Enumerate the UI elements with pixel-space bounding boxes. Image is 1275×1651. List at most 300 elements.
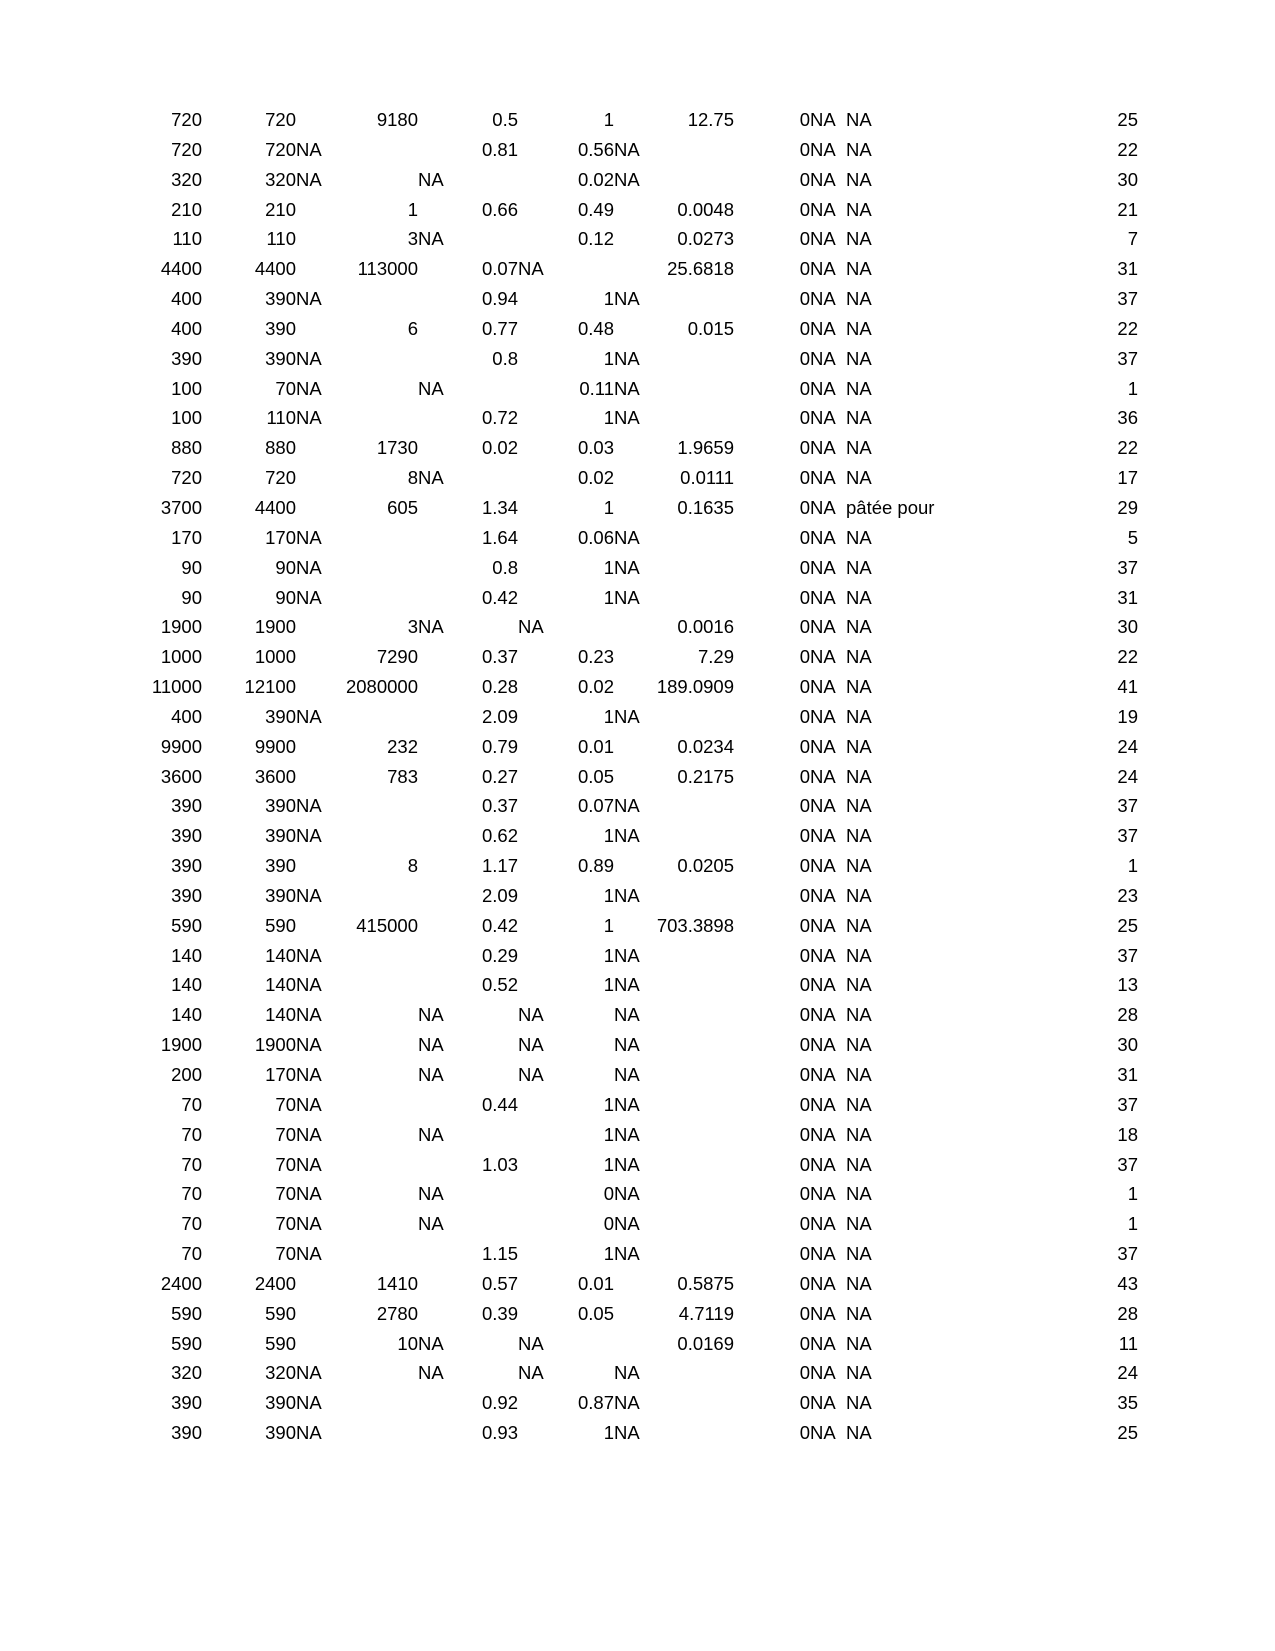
cell-c9: 1 — [1127, 1183, 1138, 1205]
cell-c4na — [518, 1269, 552, 1299]
cell-c4na — [518, 1090, 552, 1120]
table-row — [128, 1239, 1138, 1269]
cell-c7: 0 — [799, 1332, 810, 1354]
cell-c4: 0.79 — [481, 735, 518, 757]
table-row — [128, 344, 1138, 374]
cell-c7: 0 — [799, 526, 810, 548]
cell-c4na — [518, 1179, 552, 1209]
cell-c4: 0.92 — [481, 1392, 518, 1414]
cell-c7na: NA — [810, 884, 836, 906]
cell-c1na — [202, 1179, 232, 1209]
cell-c1: 140 — [171, 944, 202, 966]
cell-c6na — [734, 702, 768, 732]
cell-c2na — [296, 1329, 330, 1359]
cell-c7: 0 — [799, 1123, 810, 1145]
cell-c6: 0.0205 — [677, 855, 734, 877]
cell-c2na — [296, 911, 330, 941]
data-table — [128, 105, 1138, 1448]
cell-c2: 4400 — [254, 496, 296, 518]
cell-c4na — [518, 1299, 552, 1329]
cell-c9: 24 — [1117, 765, 1138, 787]
cell-c9: 25 — [1117, 914, 1138, 936]
cell-c6 — [648, 941, 734, 971]
cell-c7: 0 — [799, 974, 810, 996]
cell-c6na — [734, 1239, 768, 1269]
cell-c8: NA — [846, 1213, 872, 1235]
cell-c4 — [452, 1358, 518, 1388]
cell-c7na: NA — [810, 825, 836, 847]
cell-c4: 0.42 — [481, 586, 518, 608]
cell-c1: 210 — [171, 198, 202, 220]
cell-c7na: NA — [810, 526, 836, 548]
cell-c5na — [614, 224, 648, 254]
cell-c5na — [614, 1269, 648, 1299]
cell-c7: 0 — [799, 347, 810, 369]
cell-c3na: NA — [418, 1034, 444, 1056]
cell-c7: 0 — [799, 855, 810, 877]
cell-c4na — [518, 553, 552, 583]
table-row — [128, 374, 1138, 404]
cell-c6na — [734, 1000, 768, 1030]
cell-c7na: NA — [810, 1272, 836, 1294]
cell-c6na — [734, 1388, 768, 1418]
cell-c6na — [734, 254, 768, 284]
cell-c3 — [330, 1000, 418, 1030]
cell-c6 — [648, 1418, 734, 1448]
cell-c7na: NA — [810, 377, 836, 399]
cell-c3na — [418, 821, 452, 851]
cell-c1: 100 — [171, 407, 202, 429]
cell-c4: 1.03 — [481, 1153, 518, 1175]
cell-c6: 0.0234 — [677, 735, 734, 757]
cell-c9: 37 — [1117, 347, 1138, 369]
cell-c3 — [330, 1060, 418, 1090]
cell-c4: 0.81 — [481, 138, 518, 160]
cell-c5 — [552, 1030, 614, 1060]
table-row — [128, 642, 1138, 672]
cell-c7na: NA — [810, 258, 836, 280]
cell-c3na: NA — [418, 1064, 444, 1085]
cell-c2na: NA — [296, 586, 322, 608]
cell-c4na — [518, 851, 552, 881]
table-row — [128, 433, 1138, 463]
cell-c1: 400 — [171, 705, 202, 727]
cell-c5: 1 — [603, 914, 614, 936]
cell-c8: NA — [846, 1243, 872, 1265]
cell-c5: 1 — [603, 586, 614, 608]
cell-c1: 1900 — [160, 1034, 202, 1056]
cell-c2: 90 — [275, 556, 296, 578]
cell-c3na: NA — [418, 1332, 444, 1354]
cell-c3: 1 — [407, 198, 418, 220]
cell-c1: 720 — [171, 467, 202, 489]
cell-c6na — [734, 1060, 768, 1090]
cell-c3 — [330, 1120, 418, 1150]
cell-c6na — [734, 553, 768, 583]
cell-c2na — [296, 1299, 330, 1329]
cell-c4na — [518, 732, 552, 762]
cell-c6na — [734, 314, 768, 344]
cell-c1: 720 — [171, 109, 202, 130]
cell-c3na — [418, 732, 452, 762]
cell-c6: 1.9659 — [677, 437, 734, 459]
cell-c3na — [418, 762, 452, 792]
table-row — [128, 314, 1138, 344]
cell-c4 — [452, 463, 518, 493]
cell-c9: 31 — [1117, 586, 1138, 608]
cell-c6na — [734, 135, 768, 165]
cell-c8: NA — [846, 914, 872, 936]
table-row — [128, 1358, 1138, 1388]
cell-c4na — [518, 1120, 552, 1150]
cell-c4: 0.02 — [481, 437, 518, 459]
cell-c1: 3700 — [160, 496, 202, 518]
cell-c7na: NA — [810, 1153, 836, 1175]
cell-c3na — [418, 583, 452, 613]
cell-c2na: NA — [296, 1153, 322, 1175]
cell-c4na: NA — [518, 258, 544, 280]
cell-c6 — [648, 1239, 734, 1269]
cell-c3 — [330, 941, 418, 971]
cell-c1na — [202, 1060, 232, 1090]
cell-c8: NA — [846, 168, 872, 190]
cell-c9: 36 — [1117, 407, 1138, 429]
cell-c5: 1 — [603, 705, 614, 727]
cell-c1: 70 — [181, 1243, 202, 1265]
table-row — [128, 612, 1138, 642]
cell-c5: 0.01 — [577, 1272, 614, 1294]
table-row — [128, 1388, 1138, 1418]
cell-c6na — [734, 970, 768, 1000]
cell-c7: 0 — [799, 646, 810, 668]
cell-c2: 720 — [265, 109, 296, 130]
cell-c9: 18 — [1117, 1123, 1138, 1145]
cell-c1na — [202, 1269, 232, 1299]
table-row — [128, 523, 1138, 553]
cell-c9: 13 — [1117, 974, 1138, 996]
cell-c1na — [202, 493, 232, 523]
cell-c8: NA — [846, 556, 872, 578]
cell-c9: 19 — [1117, 705, 1138, 727]
cell-c5na: NA — [614, 1392, 640, 1414]
cell-c6na — [734, 583, 768, 613]
cell-c1: 140 — [171, 974, 202, 996]
cell-c7: 0 — [799, 735, 810, 757]
cell-c5: 0.48 — [577, 317, 614, 339]
cell-c4: 2.09 — [481, 705, 518, 727]
cell-c2na — [296, 1269, 330, 1299]
cell-c6: 0.0169 — [677, 1332, 734, 1354]
cell-c4na — [518, 583, 552, 613]
cell-c2na: NA — [296, 705, 322, 727]
cell-c9: 7 — [1127, 228, 1138, 250]
cell-c3 — [330, 1150, 418, 1180]
cell-c1: 390 — [171, 884, 202, 906]
cell-c8: NA — [846, 1392, 872, 1414]
cell-c4na — [518, 702, 552, 732]
table-row — [128, 1090, 1138, 1120]
cell-c6: 0.0048 — [677, 198, 734, 220]
cell-c9: 37 — [1117, 795, 1138, 817]
table-row — [128, 165, 1138, 195]
cell-c3: 7290 — [376, 646, 418, 668]
table-row — [128, 105, 1138, 135]
data-table-body — [128, 105, 1138, 1448]
table-row — [128, 821, 1138, 851]
cell-c6na — [734, 1299, 768, 1329]
cell-c8: NA — [846, 1362, 872, 1384]
cell-c7na: NA — [810, 437, 836, 459]
cell-c4na — [518, 224, 552, 254]
cell-c2na: NA — [296, 1034, 322, 1056]
cell-c1na — [202, 1209, 232, 1239]
cell-c5na — [614, 1299, 648, 1329]
table-row — [128, 941, 1138, 971]
cell-c7: 0 — [799, 1213, 810, 1235]
cell-c1na — [202, 970, 232, 1000]
cell-c5na: NA — [614, 705, 640, 727]
cell-c5: 1 — [603, 825, 614, 847]
cell-c3 — [330, 1179, 418, 1209]
cell-c1na — [202, 612, 232, 642]
cell-c6na — [734, 1329, 768, 1359]
cell-c2na — [296, 493, 330, 523]
cell-c5: 0.02 — [577, 168, 614, 190]
table-row — [128, 911, 1138, 941]
cell-c5na: NA — [614, 974, 640, 996]
cell-c9: 11 — [1118, 1332, 1138, 1354]
cell-c1: 590 — [171, 1302, 202, 1324]
cell-c9: 23 — [1117, 884, 1138, 906]
cell-c7: 0 — [799, 795, 810, 817]
cell-c2na: NA — [296, 795, 322, 817]
cell-c6na — [734, 612, 768, 642]
cell-c6 — [648, 1209, 734, 1239]
cell-c2na — [296, 672, 330, 702]
cell-c7na: NA — [810, 168, 836, 190]
cell-c8: NA — [846, 467, 872, 489]
cell-c5na: NA — [614, 1243, 640, 1265]
cell-c3: 9180 — [376, 109, 418, 130]
cell-c5: 0.23 — [577, 646, 614, 668]
cell-c5na: NA — [614, 407, 640, 429]
cell-c7na: NA — [810, 407, 836, 429]
cell-c5: 0.49 — [577, 198, 614, 220]
cell-c1: 390 — [171, 795, 202, 817]
cell-c5na: NA — [614, 884, 640, 906]
cell-c4na — [518, 941, 552, 971]
cell-c5: 1 — [603, 1123, 614, 1145]
cell-c1na — [202, 195, 232, 225]
cell-c6na — [734, 1120, 768, 1150]
cell-c2: 390 — [265, 317, 296, 339]
cell-c6 — [648, 1179, 734, 1209]
cell-c5: 0.87 — [577, 1392, 614, 1414]
cell-c6na — [734, 195, 768, 225]
cell-c1: 320 — [171, 1362, 202, 1384]
cell-c6na — [734, 165, 768, 195]
cell-c2na — [296, 612, 330, 642]
cell-c8: NA — [846, 1153, 872, 1175]
cell-c4na: NA — [518, 1004, 544, 1026]
cell-c1na — [202, 403, 232, 433]
cell-c5: 0.03 — [577, 437, 614, 459]
cell-c6 — [648, 1150, 734, 1180]
cell-c9: 41 — [1117, 676, 1138, 698]
cell-c7: 0 — [799, 586, 810, 608]
cell-c4: 0.66 — [481, 198, 518, 220]
cell-c1: 1900 — [160, 616, 202, 638]
cell-c1na — [202, 135, 232, 165]
cell-c7: 0 — [799, 198, 810, 220]
cell-c4: 0.44 — [481, 1093, 518, 1115]
cell-c6: 0.015 — [687, 317, 734, 339]
cell-c3na — [418, 970, 452, 1000]
cell-c2: 70 — [275, 1243, 296, 1265]
cell-c2na — [296, 762, 330, 792]
cell-c1: 70 — [181, 1093, 202, 1115]
cell-c7na: NA — [810, 616, 836, 638]
cell-c1: 100 — [171, 377, 202, 399]
cell-c8: NA — [846, 437, 872, 459]
cell-c7: 0 — [799, 1302, 810, 1324]
cell-c6 — [648, 374, 734, 404]
cell-c2na: NA — [296, 1213, 322, 1235]
cell-c1na — [202, 553, 232, 583]
cell-c2: 70 — [275, 1153, 296, 1175]
cell-c1na — [202, 374, 232, 404]
cell-c2na — [296, 732, 330, 762]
cell-c4 — [452, 1060, 518, 1090]
cell-c8: NA — [846, 258, 872, 280]
cell-c2na — [296, 105, 330, 135]
cell-c3: 232 — [387, 735, 418, 757]
cell-c5: 1 — [603, 1093, 614, 1115]
cell-c3na — [418, 1269, 452, 1299]
cell-c3: 2780 — [376, 1302, 418, 1324]
cell-c6: 4.7119 — [678, 1302, 734, 1324]
cell-c8: NA — [846, 1302, 872, 1324]
cell-c6 — [648, 553, 734, 583]
cell-c2na: NA — [296, 526, 322, 548]
cell-c7na: NA — [810, 1213, 836, 1235]
cell-c5: 1 — [603, 407, 614, 429]
cell-c4na — [518, 1150, 552, 1180]
cell-c6na — [734, 284, 768, 314]
cell-c2na: NA — [296, 1362, 322, 1384]
cell-c2: 3600 — [254, 765, 296, 787]
cell-c4na — [518, 135, 552, 165]
cell-c4na — [518, 523, 552, 553]
cell-c4 — [452, 1120, 518, 1150]
cell-c1: 320 — [171, 168, 202, 190]
cell-c5 — [552, 254, 614, 284]
cell-c9: 22 — [1117, 437, 1138, 459]
cell-c7: 0 — [799, 676, 810, 698]
cell-c6na — [734, 1090, 768, 1120]
cell-c4 — [452, 224, 518, 254]
table-row — [128, 195, 1138, 225]
cell-c3na — [418, 523, 452, 553]
cell-c3na — [418, 105, 452, 135]
cell-c2: 170 — [265, 1064, 296, 1085]
table-row — [128, 732, 1138, 762]
cell-c3na — [418, 1418, 452, 1448]
cell-c6: 0.5875 — [677, 1272, 734, 1294]
cell-c7na: NA — [810, 288, 836, 310]
cell-c1na — [202, 1030, 232, 1060]
cell-c5na — [614, 911, 648, 941]
cell-c4: 0.57 — [481, 1272, 518, 1294]
cell-c5na: NA — [614, 1153, 640, 1175]
cell-c3 — [330, 970, 418, 1000]
cell-c3 — [330, 403, 418, 433]
cell-c3: 1730 — [376, 437, 418, 459]
cell-c5: 1 — [603, 974, 614, 996]
cell-c7na: NA — [810, 646, 836, 668]
cell-c6na — [734, 941, 768, 971]
cell-c6na — [734, 791, 768, 821]
cell-c5na: NA — [614, 825, 640, 847]
table-row — [128, 1030, 1138, 1060]
table-row — [128, 1179, 1138, 1209]
cell-c1: 880 — [171, 437, 202, 459]
cell-c2na: NA — [296, 347, 322, 369]
cell-c7na: NA — [810, 138, 836, 160]
cell-c6na — [734, 1150, 768, 1180]
cell-c2: 140 — [265, 974, 296, 996]
cell-c7na: NA — [810, 347, 836, 369]
cell-c1na — [202, 583, 232, 613]
table-row — [128, 881, 1138, 911]
cell-c6: 25.6818 — [667, 258, 734, 280]
cell-c3: 113000 — [357, 258, 418, 280]
cell-c4: 0.28 — [481, 676, 518, 698]
cell-c3: 8 — [407, 855, 418, 877]
cell-c8: NA — [846, 138, 872, 160]
cell-c2: 12100 — [244, 676, 296, 698]
cell-c7: 0 — [799, 288, 810, 310]
cell-c1: 2400 — [160, 1272, 202, 1294]
cell-c8: NA — [846, 347, 872, 369]
cell-c8: NA — [846, 228, 872, 250]
cell-c1na — [202, 941, 232, 971]
cell-c3 — [330, 135, 418, 165]
cell-c1na — [202, 791, 232, 821]
cell-c1: 170 — [171, 526, 202, 548]
cell-c5na: NA — [614, 377, 640, 399]
cell-c3na — [418, 493, 452, 523]
cell-c4na — [518, 1239, 552, 1269]
cell-c4: 0.27 — [481, 765, 518, 787]
cell-c1na — [202, 1120, 232, 1150]
cell-c6 — [648, 583, 734, 613]
cell-c1: 9900 — [160, 735, 202, 757]
cell-c8: NA — [846, 646, 872, 668]
cell-c5na: NA — [614, 586, 640, 608]
cell-c9: 25 — [1117, 109, 1138, 130]
cell-c9: 17 — [1117, 467, 1138, 489]
cell-c9: 35 — [1117, 1392, 1138, 1414]
cell-c4: 0.62 — [481, 825, 518, 847]
cell-c7: 0 — [799, 377, 810, 399]
cell-c3na — [418, 433, 452, 463]
cell-c8: NA — [846, 288, 872, 310]
cell-c2na: NA — [296, 377, 322, 399]
cell-c5: 0.02 — [577, 676, 614, 698]
cell-c3 — [330, 881, 418, 911]
cell-c2: 70 — [275, 1093, 296, 1115]
